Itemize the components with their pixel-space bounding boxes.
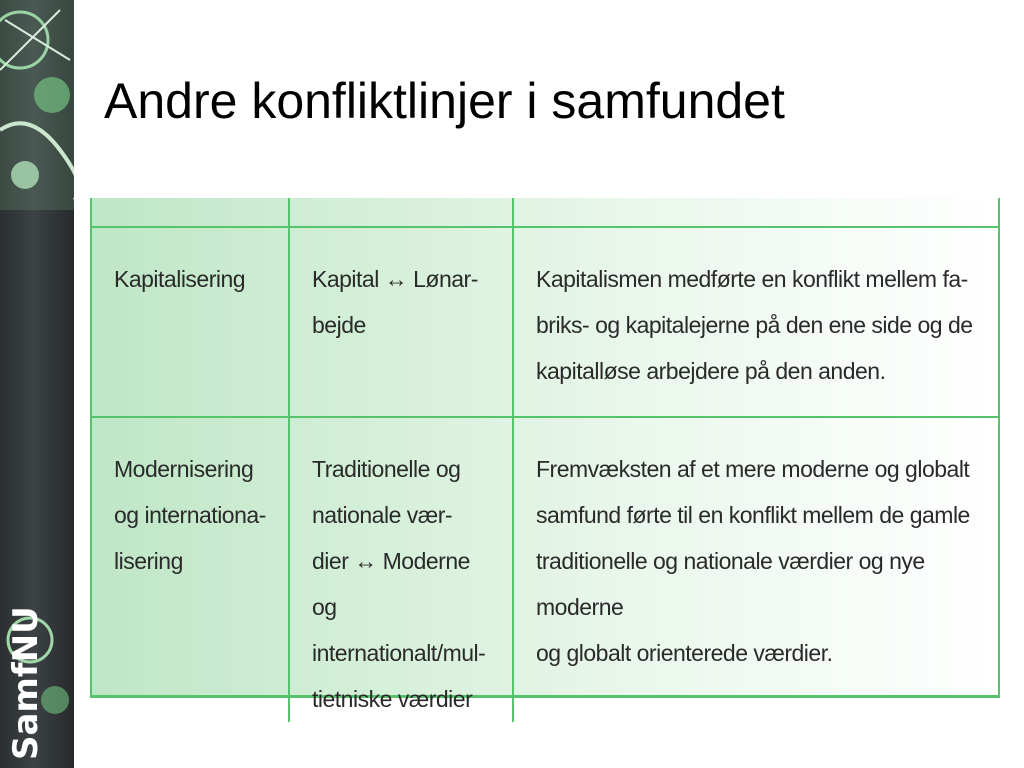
table-top-strip: [92, 198, 998, 227]
conflict-cell: [289, 417, 513, 722]
area-cell: [92, 227, 289, 417]
slide-title: Andre konfliktlinjer i samfundet: [104, 73, 785, 129]
description-cell: [513, 417, 998, 722]
area-text: Modernisering og internationa- lisering: [114, 456, 266, 574]
table-row: [92, 417, 998, 722]
conflict-lines-table: [90, 198, 1000, 712]
area-text: Kapitalisering: [114, 266, 246, 292]
conflict-text: Traditionelle og nationale vær- dier ↔ Moderne og internationalt/mul- tietniske værdier: [312, 456, 486, 712]
decorative-side-band: [0, 0, 74, 768]
samfnu-logo: SamfNU: [6, 606, 46, 760]
description-text: Fremvæksten af et mere moderne og globalt samfund førte til en konflikt mellem de gamle traditionelle og nationale værdier og nye moderne og globalt orienterede værdier.: [536, 456, 970, 666]
conflicts-table: [92, 198, 998, 722]
description-text: Kapitalismen medførte en konflikt mellem fa- briks- og kapitalejerne på den ene side og de kapitalløse arbejdere på den anden.: [536, 266, 973, 384]
conflict-cell: [289, 227, 513, 417]
table-row: [92, 227, 998, 417]
area-cell: [92, 417, 289, 722]
conflict-text: Kapital ↔ Lønar- bejde: [312, 266, 478, 338]
description-cell: [513, 227, 998, 417]
